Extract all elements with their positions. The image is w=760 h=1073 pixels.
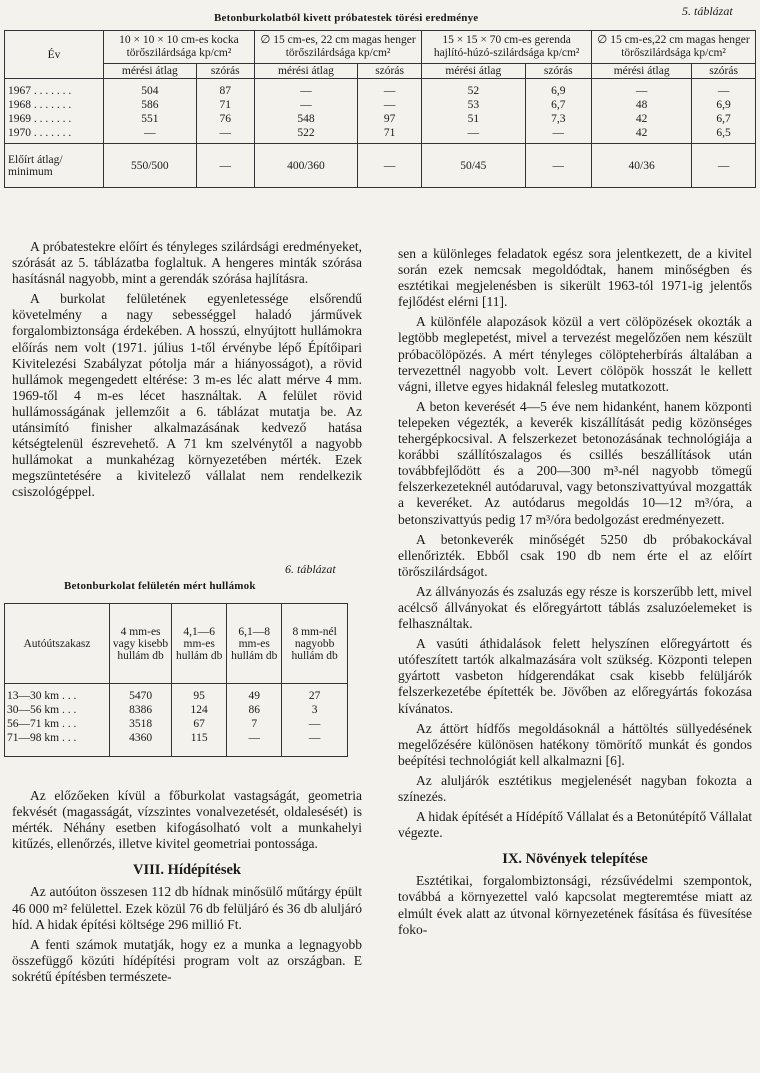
table5-sub-sd: szórás [525,64,592,79]
table-row: 1969 . . . . . . . 551 76 548 97 51 7,3 42 6,7 [5,112,756,126]
table-row: 56—71 km . . . 3518 67 7 — [5,717,348,731]
table6-col-4: 8 mm-nél nagyobb hullám db [282,604,348,684]
table6-col-section: Autóútszakasz [5,604,110,684]
paragraph: sen a különleges feladatok egész sora jelentkezett, de a kivitel során ezek nemcsak megoldódtak, hanem minőségben és esztétikai megjelenésben is sikerült 1963-tól 1971-ig jelentős fejlődést elérni [11]. [398,246,752,310]
table6-col-1: 4 mm-es vagy kisebb hullám db [110,604,172,684]
table5-title: Betonburkolatból kivett próbatestek törési eredménye [214,12,479,24]
table5 [4,30,756,188]
table6-col-2: 4,1—6 mm-es hullám db [172,604,227,684]
table5-sub-sd: szórás [692,64,756,79]
left-column-top [12,239,362,501]
table5-col-year: Év [5,31,104,79]
left-column-bottom [12,788,362,985]
table-row: 1968 . . . . . . . 586 71 — — 53 6,7 48 6,9 [5,98,756,112]
table5-group-1: 10 × 10 × 10 cm-es kocka törőszilárdsága kp/cm² [104,31,255,64]
paragraph: Az állványozás és zsaluzás egy része is korszerűbb lett, mivel acélcső állványokat és előregyártott táblás zsaluzóelemeket is felhasználtak. [398,583,752,632]
paragraph: A hidak építését a Hídépítő Vállalat és a Betonútépítő Vállalat végezte. [398,809,752,841]
paragraph: A beton keverését 4—5 éve nem hidanként, hanem központi telepeken végezték, a keverék kiszállítását pedig közönséges tehergépkocsival. A felszerkezet betonozásának technológiája a korábbi szállítószalagos és csillés beszállítások után továbbfejlődött és a 200—300 m³-nél nagyobb tömegű felszerkezeteknél autódaruval, vagy betonszivattyúval mozgatták a keveréket. Az autódarus megoldás 10—12 m³/óra, a betonszivattyús pedig 17 m³/óra bedolgozást eredményezett. [398,398,752,527]
table5-number: 5. táblázat [682,4,733,18]
paragraph: A különféle alapozások közül a vert cölöpözések okozták a legtöbb meglepetést, mivel a tervezést megelőzően nem készült próbacölöpözés. A mért tényleges cölöpteherbírás általában a tervezettnél nagyobb volt. Levert cölöpök hosszát le kellett vágni, illetve egyes hidaknál felesleg mutatkozott. [398,314,752,394]
right-column [398,246,752,938]
section-heading: IX. Növények telepítése [502,851,648,868]
paragraph: Az áttört hídfős megoldásoknál a háttöltés süllyedésének megelőzésére különösen hatékony tömörítő munkát és gondos beépítési technológiát kell alkalmazni [6]. [398,720,752,768]
paragraph: Az aluljárók esztétikus megjelenését nagyban fokozta a színezés. [398,772,752,804]
table5-sub-avg: mérési átlag [254,64,357,79]
table-row: 1967 . . . . . . . 504 87 — — 52 6,9 — — [5,79,756,99]
table6-col-3: 6,1—8 mm-es hullám db [227,604,282,684]
table5-group-4: ∅ 15 cm-es,22 cm magas henger törőszilárdsága kp/cm² [592,31,756,64]
paragraph: A betonkeverék minőségét 5250 db próbakockával ellenőrizték. Ebből csak 190 db nem érte el az előírt törőszilárdságot. [398,531,752,579]
section-heading: VIII. Hídépítések [133,862,241,879]
table5-sub-avg: mérési átlag [422,64,525,79]
table5-sub-sd: szórás [196,64,254,79]
table6-number: 6. táblázat [285,562,336,576]
paragraph: Az autóúton összesen 112 db hídnak minősülő műtárgy épült 46 000 m² felülettel. Ezek közül 76 db felüljáró és 36 db aluljáró híd. A hidak építési költsége 296 millió Ft. [12,884,362,932]
table-row: 30—56 km . . . 8386 124 86 3 [5,703,348,717]
table-row: 13—30 km . . . 5470 95 49 27 [5,684,348,704]
table-row: Előírt átlag/ minimum 550/500 — 400/360 — 50/45 — 40/36 — [5,144,756,188]
table5-sub-sd: szórás [357,64,421,79]
table5-sub-avg: mérési átlag [104,64,197,79]
paragraph: A fenti számok mutatják, hogy ez a munka a legnagyobb összefüggő közúti hídépítési program volt az országban. E sokrétű építésben természete- [12,936,362,984]
paragraph: Az előzőeken kívül a főburkolat vastagságát, geometria fekvését (magasságát, vízszintes vonalvezetését, oldalesését) is mérték. Néhány esetben kifogásolható volt a munkahelyi kitűzés, ellenőrzés, illetve kivitel geometriai pontossága. [12,788,362,852]
table5-req-label: Előírt átlag/ minimum [5,144,104,188]
table5-group-3: 15 × 15 × 70 cm-es gerenda hajlító-húzó-szilárdsága kp/cm² [422,31,592,64]
paragraph: A burkolat felületének egyenletessége elsőrendű követelmény a nagy sebességgel haladó járművek forgalombiztonsága érdekében. A hosszú, elnyújtott hullámokra előírás nem volt (1971. július 1-től érvénybe lépő Építőipari Kivitelezési Szabályzat pótolja már a hiányosságot), a rövid hullámok megengedett eltérése: 3 m-es léc alatt mérve 4 mm. 1969-től 4 m-es lécet használtak. A felület rövid hullámosságának jellemzőit a 6. táblázat mutatja be. Az utánsimító finisher alkalmazásának kedvező hatása kétségtelenül észrevehető. A 71 km szelvénytől a nagyobb hullámokat a munkahézag környezetében mérték. Ezek megszüntetésére a kivitelező vállalat nem rendelkezik csiszológéppel. [12,291,362,500]
paragraph: Esztétikai, forgalombiztonsági, rézsűvédelmi szempontok, továbbá a környezettel való kapcsolat megteremtése miatt az elmúlt évek alatt az útvonal környezetének fásítása és füvesítése foko- [398,873,752,937]
table5-group-2: ∅ 15 cm-es, 22 cm magas henger törőszilárdsága kp/cm² [254,31,421,64]
table6-title: Betonburkolat felületén mért hullámok [64,580,256,592]
paragraph: A próbatestekre előírt és tényleges szilárdsági eredményeket, szórását az 5. táblázatba foglaltuk. A hengeres minták szórása hasításnál nagyobb, mint a gerendák szórása hajlításra. [12,239,362,287]
table-row: 1970 . . . . . . . — — 522 71 — — 42 6,5 [5,126,756,144]
table-row: 71—98 km . . . 4360 115 — — [5,731,348,757]
table6 [4,603,348,757]
paragraph: A vasúti áthidalások felett helyszínen előregyártott és utófeszített tartók alkalmazására volt szükség. Központi telepen gyártott vasbeton hídgerendákat csak kisebb felüljárók felszerkezetébe építették be. Jövőben az előregyártás fokozása kívánatos. [398,636,752,716]
table5-sub-avg: mérési átlag [592,64,692,79]
